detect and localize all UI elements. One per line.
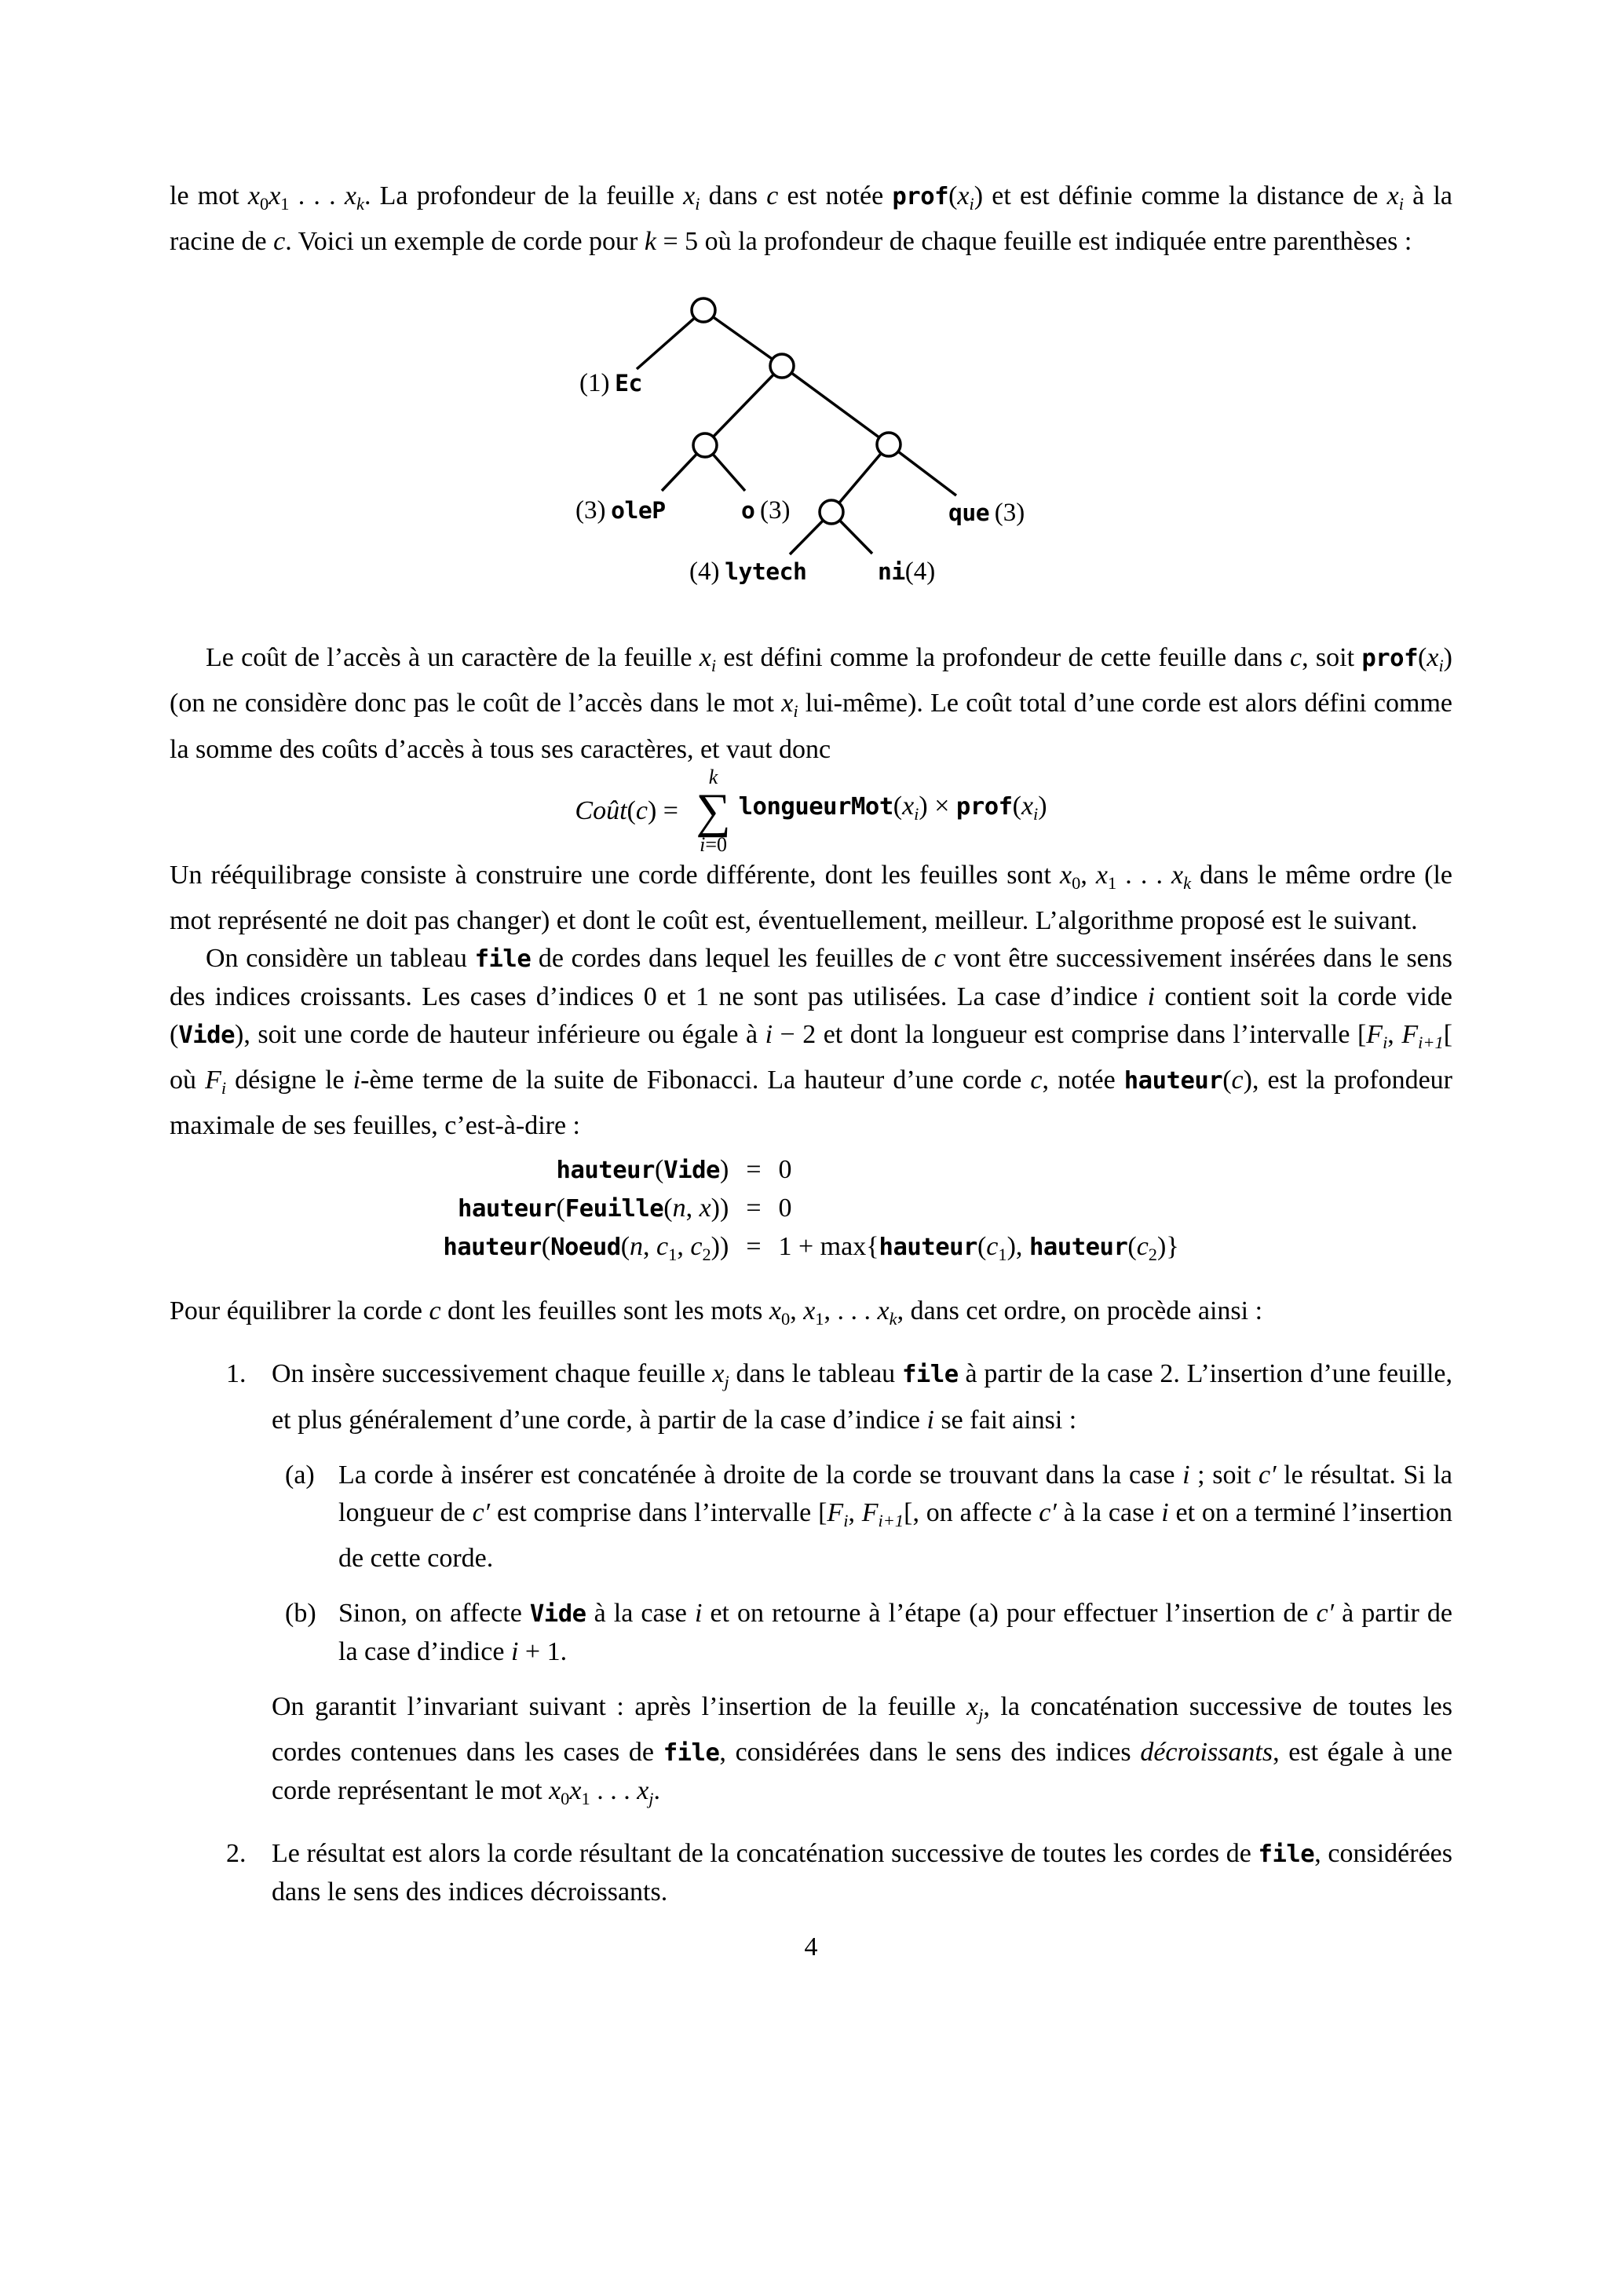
cost-formula: [170, 766, 1452, 857]
tree-leaf-lytech: (4) lytech: [689, 558, 807, 587]
sum-lower-bound: i=0: [700, 832, 727, 856]
list-item-1b-marker: (b): [285, 1598, 316, 1628]
list-item-1-marker: 1.: [226, 1359, 247, 1389]
list-item-1-body: On insère successivement chaque feuille $x_j$ dans le tableau file à partir de la case 2. L’insertion d’une feuille, et plus généralement d’une corde, à partir de la case d’indice i se fait ainsi :: [272, 1359, 1453, 1435]
sum-operator: [696, 766, 730, 857]
tree-node-n5: [820, 500, 843, 524]
sum-upper-bound: k: [708, 765, 718, 788]
figure-corde-tree: [170, 289, 1452, 603]
paragraph-cost: Le coût de l’accès à un caractère de la feuille $x_i$ est défini comme la profondeur de cette feuille dans c, soit $prof(x_i)$ (on ne considère donc pas le coût de l’accès dans le mot $x_i$ lui-même). Le coût total d’une corde est alors défini comme la somme des coûts d’accès à tous ses caractères, et vaut donc: [170, 643, 1452, 764]
paragraph-equilibrer: Pour équilibrer la corde c dont les feuilles sont les mots $x_0$, $x_1$, . . . $x_k$, dans cet ordre, on procède ainsi :: [170, 1296, 1263, 1329]
tree-edge: [637, 310, 703, 369]
tree-edge: [705, 366, 782, 445]
list-item-1a-body: La corde à insérer est concaténée à droite de la corde se trouvant dans la case i ; soit c′ le résultat. Si la longueur de c′ est comprise dans l’intervalle [$F_i$, $F_{i+1}$[, on affecte c′ à la case i et on a terminé l’insertion de cette corde.: [338, 1460, 1452, 1573]
tree-leaf-ni: ni(4): [878, 558, 936, 587]
equation-1-eq: =: [746, 1155, 762, 1185]
formula-rhs: $longueurMot(x_i)$ × $prof(x_i)$: [738, 792, 1047, 824]
list-item-1b: [170, 1595, 1452, 1671]
tree-leaf-olep: (3) oleP: [575, 496, 666, 525]
equation-1-rhs: 0: [778, 1155, 792, 1185]
tree-leaf-o: o (3): [741, 496, 791, 525]
tree-leaf-que: que (3): [948, 499, 1025, 528]
tree-edge: [703, 310, 782, 366]
equation-3-lhs: hauteur(Noeud(n, $c_1$, $c_2$)): [443, 1232, 729, 1265]
paragraph-intro: le mot $x_0x_1$ . . . $x_k$. La profondeur de la feuille $x_i$ dans c est notée $prof(x_i)$ et est définie comme la distance de $x_i$ à la racine de c. Voici un exemple de corde pour k = 5 où la profondeur de chaque feuille est indiquée entre parenthèses :: [170, 181, 1453, 257]
tree-node-n4: [877, 433, 901, 456]
tree-edge: [782, 366, 889, 444]
equation-1-lhs: hauteur(Vide): [556, 1155, 729, 1185]
list-item-2-body: Le résultat est alors la corde résultant de la concaténation successive de toutes les cordes de file, considérées dans le sens des indices décroissants.: [272, 1839, 1452, 1907]
equation-2-lhs: hauteur(Feuille(n, x)): [458, 1194, 729, 1223]
equation-3-eq: =: [746, 1232, 762, 1262]
page-number: 4: [804, 1932, 818, 1962]
tree-svg: [170, 289, 1112, 603]
list-item-2: [170, 1835, 1452, 1911]
tree-node-root: [692, 298, 715, 322]
list-item-1: [170, 1355, 1452, 1439]
list-item-2-marker: 2.: [226, 1839, 247, 1869]
tree-edge: [831, 444, 889, 512]
tree-node-n2: [770, 354, 794, 378]
sigma-symbol: ∑: [696, 784, 731, 838]
paragraph-reequilibrage: Un rééquilibrage consiste à construire une corde différente, dont les feuilles sont $x_0$, $x_1$ . . . $x_k$ dans le même ordre (le mot représenté ne doit pas changer) et dont le coût est, éventuellement, meilleur. L’algorithme proposé est le suivant.: [170, 860, 1452, 935]
hauteur-equations: [170, 1151, 1452, 1274]
paragraph-file: On considère un tableau file de cordes dans lequel les feuilles de c vont être successivement insérées dans le sens des indices croissants. Les cases d’indices 0 et 1 ne sont pas utilisées. La case d’indice i contient soit la corde vide (Vide), soit une corde de hauteur inférieure ou égale à i − 2 et dont la longueur est comprise dans l’intervalle [$F_i$, $F_{i+1}$[ où $F_i$ désigne le i-ème terme de la suite de Fibonacci. La hauteur d’une corde c, notée hauteur(c), est la profondeur maximale de ses feuilles, c’est-à-dire :: [170, 943, 1453, 1141]
equation-2-eq: =: [746, 1194, 762, 1223]
tree-leaf-ec: (1) Ec: [579, 369, 642, 398]
list-item-1a-marker: (a): [285, 1460, 315, 1490]
list-item-1b-body: Sinon, on affecte Vide à la case i et on retourne à l’étape (a) pour effectuer l’insertion de c′ à partir de la case d’indice i + 1.: [338, 1598, 1452, 1666]
tree-node-n3: [693, 433, 717, 457]
equation-3-rhs: $1 + \max\{hauteur(c_1)$, $hauteur(c_2)$}: [778, 1232, 1179, 1265]
invariant-paragraph: On garantit l’invariant suivant : après l’insertion de la feuille $x_j$, la concaténation successive de toutes les cordes contenues dans les cases de file, considérées dans le sens des indices décroissants, est égale à une corde représentant le mot $x_0x_1$ . . . $x_j$.: [272, 1691, 1453, 1809]
list-item-1a: [170, 1457, 1452, 1578]
equation-2-rhs: 0: [778, 1194, 792, 1223]
formula-lhs: Coût(c) =: [575, 795, 685, 825]
